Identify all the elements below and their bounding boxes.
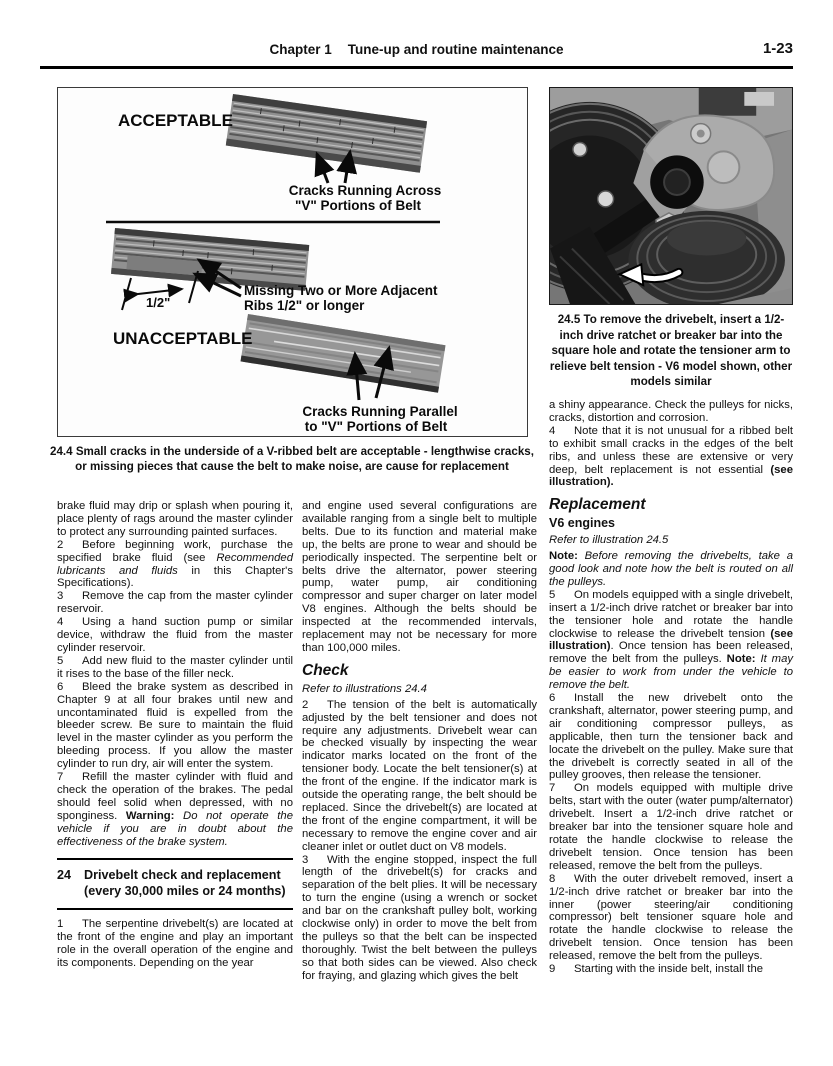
text-segment: On models equipped with a single drivebelt, insert a 1/2-inch drive ratchet or breaker bar into the tensioner hole and rotate the handle clockwise to release the drivebelt tension [549, 588, 793, 640]
replacement-heading: Replacement [549, 496, 646, 514]
callout-across-line1: Cracks Running Across [288, 183, 442, 198]
text-segment [578, 550, 585, 562]
paragraph-configurations [302, 500, 537, 655]
step-number: 6 [57, 680, 64, 693]
paragraph-step-7 [57, 771, 293, 848]
text-segment: Do not operate the vehicle if you are in doubt about the effectiveness of the brake system. [57, 809, 293, 848]
text-segment: . Once tension has been released, remove the belt from the pulleys. [549, 640, 793, 666]
callout-missing-line1: Missing Two or More Adjacent [244, 283, 438, 298]
reference-note-24-5: Refer to illustration 24.5 [549, 534, 669, 547]
step-number: 2 [302, 698, 309, 711]
text-segment: Note: [726, 653, 756, 666]
section-number: 24 [57, 868, 72, 883]
text-column-1 [57, 500, 293, 970]
step-number: 1 [57, 918, 64, 931]
v6-engines-subheading: V6 engines [549, 516, 615, 531]
text-segment: brake fluid may drip or splash when pouring it, place plenty of rags around the master cylinder to protect any surrounding painted surfaces. [57, 500, 293, 538]
text-segment: Warning: [125, 809, 175, 822]
text-segment: a shiny appearance. Check the pulleys for nicks, cracks, distortion and corrosion. [549, 399, 793, 424]
text-segment: Note that it is not unusual for a ribbed belt to exhibit small cracks in the edges of the belt ribs, and unless these are extensive or very deep, belt replacement is not essential [549, 424, 793, 476]
text-segment: (see illustration) [549, 627, 793, 653]
text-column-3 [549, 399, 793, 976]
text-segment: With the engine stopped, inspect the full length of the drivebelt(s) for cracks and separation of the belt plies. It will be necessary to turn the engine (using a wrench or socket and bar on the crankshaft pulley bolt, working clockwise only) in order to move the belt from the pulleys so that the belt can be inspected thoroughly. Twist the belt between the pulleys so that both sides can be viewed. Also check for fraying, and glazing which gives the belt [302, 853, 537, 982]
paragraph-step-2 [57, 539, 293, 591]
step-number: 3 [302, 853, 309, 866]
step-number: 6 [549, 692, 556, 705]
paragraph-step-5 [57, 655, 293, 681]
check-heading: Check [302, 661, 349, 679]
text-segment: With the outer drivebelt removed, insert a 1/2-inch drive ratchet or breaker bar into the inner (power steering/air conditioning compressor) belt tensioner square hole and rotate the handle clockwise to release the drivebelt tension. Once tension has been released, remove the belt from the pulleys. [549, 872, 793, 963]
paragraph-step-5-replace [549, 589, 793, 692]
step-number: 3 [57, 590, 64, 603]
callout-missing-line2: Ribs 1/2" or longer [244, 298, 365, 313]
text-segment: Recommended lubricants and fluids [57, 551, 293, 577]
section-24-heading [57, 858, 293, 910]
header-rule [40, 66, 793, 69]
page-header [40, 42, 793, 64]
callout-parallel-line1: Cracks Running Parallel [302, 404, 458, 419]
callout-across-line2: "V" Portions of Belt [294, 198, 422, 213]
paragraph-step-3 [57, 590, 293, 616]
text-segment: It may be easier to work from under the vehicle to remove the belt. [549, 653, 793, 692]
half-inch-dimension-label: 1/2" [146, 295, 171, 310]
text-segment: The serpentine drivebelt(s) are located at the front of the engine and play an important role in the overall operation of the engine and its components. Depending on the year [57, 918, 293, 970]
paragraph-step-7-replace [549, 782, 793, 872]
callout-parallel-line2: to "V" Portions of Belt [304, 419, 448, 434]
paragraph-step-6-replace [549, 692, 793, 782]
ratchet-head [650, 155, 704, 209]
step-number: 9 [549, 963, 556, 976]
paragraph-note-routing [549, 550, 793, 589]
text-segment: in this Chapter's Specifications). [57, 564, 293, 590]
paragraph-step-8-replace [549, 873, 793, 963]
text-segment: Before beginning work, purchase the specified brake fluid (see [57, 538, 293, 564]
belt-condition-diagram [58, 88, 527, 436]
text-segment: and engine used several configurations are available ranging from a single belt to multiple belts. Due to its function and material make up, the belts are prone to wear and should be periodically inspected. The serpentine belt or belts drive the alternator, power steering pump, water pump, air conditioning compressor and super charger on later model V8 engines. Although the belts should be inspected at the recommended intervals, replacement may not be necessary for more than 100,000 miles. [302, 500, 537, 654]
paragraph-step-6 [57, 681, 293, 771]
step-number: 4 [57, 616, 64, 629]
text-segment: Starting with the inside belt, install the [574, 963, 764, 976]
paragraph-step-9-replace [549, 963, 793, 976]
paragraph-step-1 [57, 918, 293, 970]
step-number: 7 [57, 771, 64, 784]
text-segment: Add new fluid to the master cylinder until it rises to the base of the filler neck. [57, 654, 293, 680]
step-number: 2 [57, 538, 64, 551]
paragraph-step-4 [57, 616, 293, 655]
chapter-subject: Tune-up and routine maintenance [347, 42, 564, 57]
paragraph-shiny [549, 399, 793, 425]
paragraph-step-4-check [549, 425, 793, 490]
tensioner-photo-illustration [550, 88, 792, 304]
paragraph-step-3-check [302, 854, 537, 983]
text-segment: The tension of the belt is automatically adjusted by the belt tensioner and does not require any adjustments. Drivebelt wear can be checked visually by inspecting the wear indicator marks located on the front of the tensioner body. Locate the belt tensioner(s) at the front of the engine. If the indicator mark is outside the operating range, the belt should be replaced. Since the drivebelt(s) are located at the front of the engine compartment, it will be necessary to remove the engine cover and air cleaner inlet or outlet duct on V8 models. [302, 698, 537, 853]
section-title: Drivebelt check and replacement (every 30,000 miles or 24 months) [84, 868, 286, 898]
parallel-cracks-belt-image [240, 314, 445, 393]
reference-note-24-4: Refer to illustrations 24.4 [302, 682, 427, 695]
text-segment [174, 810, 183, 822]
caption-24-4: 24.4 Small cracks in the underside of a V-ribbed belt are acceptable - lengthwise cracks, or missing pieces that cause the belt to make noise, are cause for replacement [50, 445, 534, 473]
text-segment: (see illustration). [549, 463, 793, 489]
paragraph-step-2-check [302, 699, 537, 854]
acceptable-belt-image [226, 94, 427, 173]
text-segment: Remove the cap from the master cylinder reservoir. [57, 590, 293, 616]
step-number: 5 [57, 654, 64, 667]
step-number: 5 [549, 588, 556, 601]
step-number: 7 [549, 782, 556, 795]
text-segment: Note: [549, 550, 578, 563]
photo-24-5 [549, 87, 793, 305]
acceptable-label: ACCEPTABLE [118, 111, 233, 130]
step-number: 4 [549, 424, 556, 437]
step-number: 8 [549, 872, 556, 885]
text-segment: Before removing the drivebelts, take a good look and note how the belt is routed on all the pulleys. [549, 550, 794, 588]
text-column-2 [302, 500, 537, 983]
figure-24-4 [57, 87, 528, 437]
page-number: 1-23 [762, 40, 793, 57]
caption-24-5: 24.5 To remove the drivebelt, insert a 1/2-inch drive ratchet or breaker bar into the square hole and rotate the tensioner arm to relieve belt tension - V6 model shown, other models similar [549, 313, 793, 388]
text-segment: Refill the master cylinder with fluid and check the operation of the brakes. The pedal should feel solid when depressed, with no sponginess. [57, 771, 293, 822]
chapter-label: Chapter 1 [269, 42, 332, 57]
text-segment: Using a hand suction pump or similar device, withdraw the fluid from the master cylinder reservoir. [57, 616, 293, 654]
paragraph-brake-fluid [57, 500, 293, 539]
text-segment: On models equipped with multiple drive belts, start with the outer (water pump/alternator) drivebelt. Insert a 1/2-inch drive ratchet or breaker bar into the tensioner square hole and rotate the handle clockwise to release the drivebelt tension. Once tension has been released, remove the belt from the pulleys. [549, 782, 793, 872]
text-segment: Bleed the brake system as described in Chapter 9 at all four brakes until new and uncontaminated fluid is expelled from the bleeder screw. Be sure to maintain the fluid level in the master cylinder as you perform the bleeding process. If you allow the master cylinder to run dry, air will enter the system. [57, 680, 293, 771]
unacceptable-label: UNACCEPTABLE [113, 329, 253, 348]
text-segment: Install the new drivebelt onto the crankshaft, alternator, power steering pump, and air conditioning compressor pulleys, as applicable, then turn the tensioner back and locate the drivebelt on the pulley. Make sure that the drivebelt is correctly seated in all of the pulley grooves, then release the tensioner. [549, 692, 793, 782]
chapter-title [40, 42, 793, 57]
